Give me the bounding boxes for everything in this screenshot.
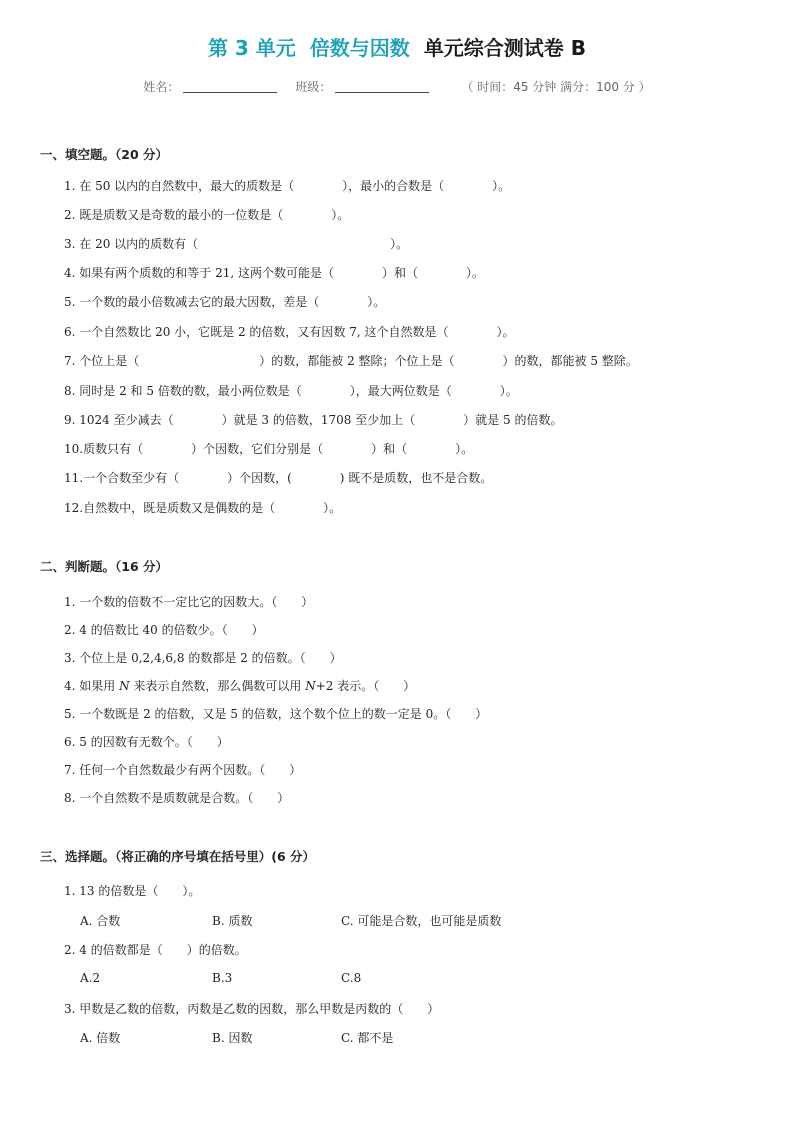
worksheet-title xyxy=(0,32,794,61)
choice-q3-option-a: A. 倍数 xyxy=(80,1031,121,1045)
judge-question-4 xyxy=(64,677,415,694)
title-unit: 第 3 单元 xyxy=(207,36,296,60)
judge-q4-mid: 来表示自然数，那么偶数可以用 xyxy=(129,679,306,693)
judge-q4-prefix: 4. 如果用 xyxy=(64,679,120,693)
name-label: 姓名： xyxy=(143,80,180,94)
judge-q4-var1: N xyxy=(119,679,130,693)
name-blank xyxy=(183,92,277,93)
judge-question-6: 6. 5 的因数有无数个。（ ） xyxy=(64,735,229,749)
choice-q1-option-b: B. 质数 xyxy=(212,914,253,928)
section-choice-heading: 三、选择题。（将正确的序号填在括号里）(6 分） xyxy=(40,849,316,864)
choice-q1-option-a: A. 合数 xyxy=(80,914,121,928)
judge-question-5: 5. 一个数既是 2 的倍数，又是 5 的倍数，这个数个位上的数一定是 0。（ ） xyxy=(64,707,488,721)
fill-question-12: 12.自然数中，既是质数又是偶数的是（ ）。 xyxy=(64,501,342,515)
judge-q4-suffix: +2 表示。（ ） xyxy=(315,679,416,693)
section-true-false-heading: 二、判断题。（16 分） xyxy=(40,559,168,574)
fill-question-4: 4. 如果有两个质数的和等于 21, 这两个数可能是（ ）和（ ）。 xyxy=(64,266,484,280)
choice-q2-option-a: A.2 xyxy=(80,971,101,985)
choice-question-3: 3. 甲数是乙数的倍数，丙数是乙数的因数，那么甲数是丙数的（ ） xyxy=(64,1002,440,1016)
judge-question-1: 1. 一个数的倍数不一定比它的因数大。（ ） xyxy=(64,595,314,609)
judge-q4-var2: N xyxy=(305,679,316,693)
choice-question-1: 1. 13 的倍数是（ ）。 xyxy=(64,884,201,898)
choice-question-2: 2. 4 的倍数都是（ ）的倍数。 xyxy=(64,943,247,957)
choice-q3-option-b: B. 因数 xyxy=(212,1031,253,1045)
judge-question-8: 8. 一个自然数不是质数就是合数。（ ） xyxy=(64,791,290,805)
class-blank xyxy=(335,92,429,93)
fill-question-9: 9. 1024 至少减去（ ）就是 3 的倍数，1708 至少加上（ ）就是 5 的倍数。 xyxy=(64,413,563,427)
student-info-line xyxy=(0,78,794,95)
fill-question-7: 7. 个位上是（ ）的数，都能被 2 整除；个位上是（ ）的数，都能被 5 整除。 xyxy=(64,354,638,368)
choice-q2-option-c: C.8 xyxy=(341,971,362,985)
fill-question-3: 3. 在 20 以内的质数有（ ）。 xyxy=(64,237,409,251)
judge-question-7: 7. 任何一个自然数最少有两个因数。（ ） xyxy=(64,763,302,777)
fill-question-11: 11.一个合数至少有（ ）个因数，( ) 既不是质数，也不是合数。 xyxy=(64,471,493,485)
fill-question-5: 5. 一个数的最小倍数减去它的最大因数，差是（ ）。 xyxy=(64,295,386,309)
judge-question-3: 3. 个位上是 0,2,4,6,8 的数都是 2 的倍数。（ ） xyxy=(64,651,342,665)
title-test-name: 单元综合测试卷 B xyxy=(423,36,587,60)
fill-question-2: 2. 既是质数又是奇数的最小的一位数是（ ）。 xyxy=(64,208,350,222)
choice-q3-option-c: C. 都不是 xyxy=(341,1031,394,1045)
class-label: 班级： xyxy=(295,80,332,94)
fill-question-8: 8. 同时是 2 和 5 倍数的数，最小两位数是（ ），最大两位数是（ ）。 xyxy=(64,384,518,398)
time-score-info: （ 时间：45 分钟 满分：100 分 ） xyxy=(461,80,651,94)
title-topic: 倍数与因数 xyxy=(309,36,410,60)
section-fill-in-heading: 一、填空题。（20 分） xyxy=(40,147,168,162)
choice-q2-option-b: B.3 xyxy=(212,971,233,985)
fill-question-6: 6. 一个自然数比 20 小，它既是 2 的倍数，又有因数 7, 这个自然数是（ ）。 xyxy=(64,325,515,339)
choice-q1-option-c: C. 可能是合数，也可能是质数 xyxy=(341,914,502,928)
judge-question-2: 2. 4 的倍数比 40 的倍数少。（ ） xyxy=(64,623,264,637)
fill-question-10: 10.质数只有（ ）个因数，它们分别是（ ）和（ ）。 xyxy=(64,442,474,456)
fill-question-1: 1. 在 50 以内的自然数中，最大的质数是（ ），最小的合数是（ ）。 xyxy=(64,179,511,193)
